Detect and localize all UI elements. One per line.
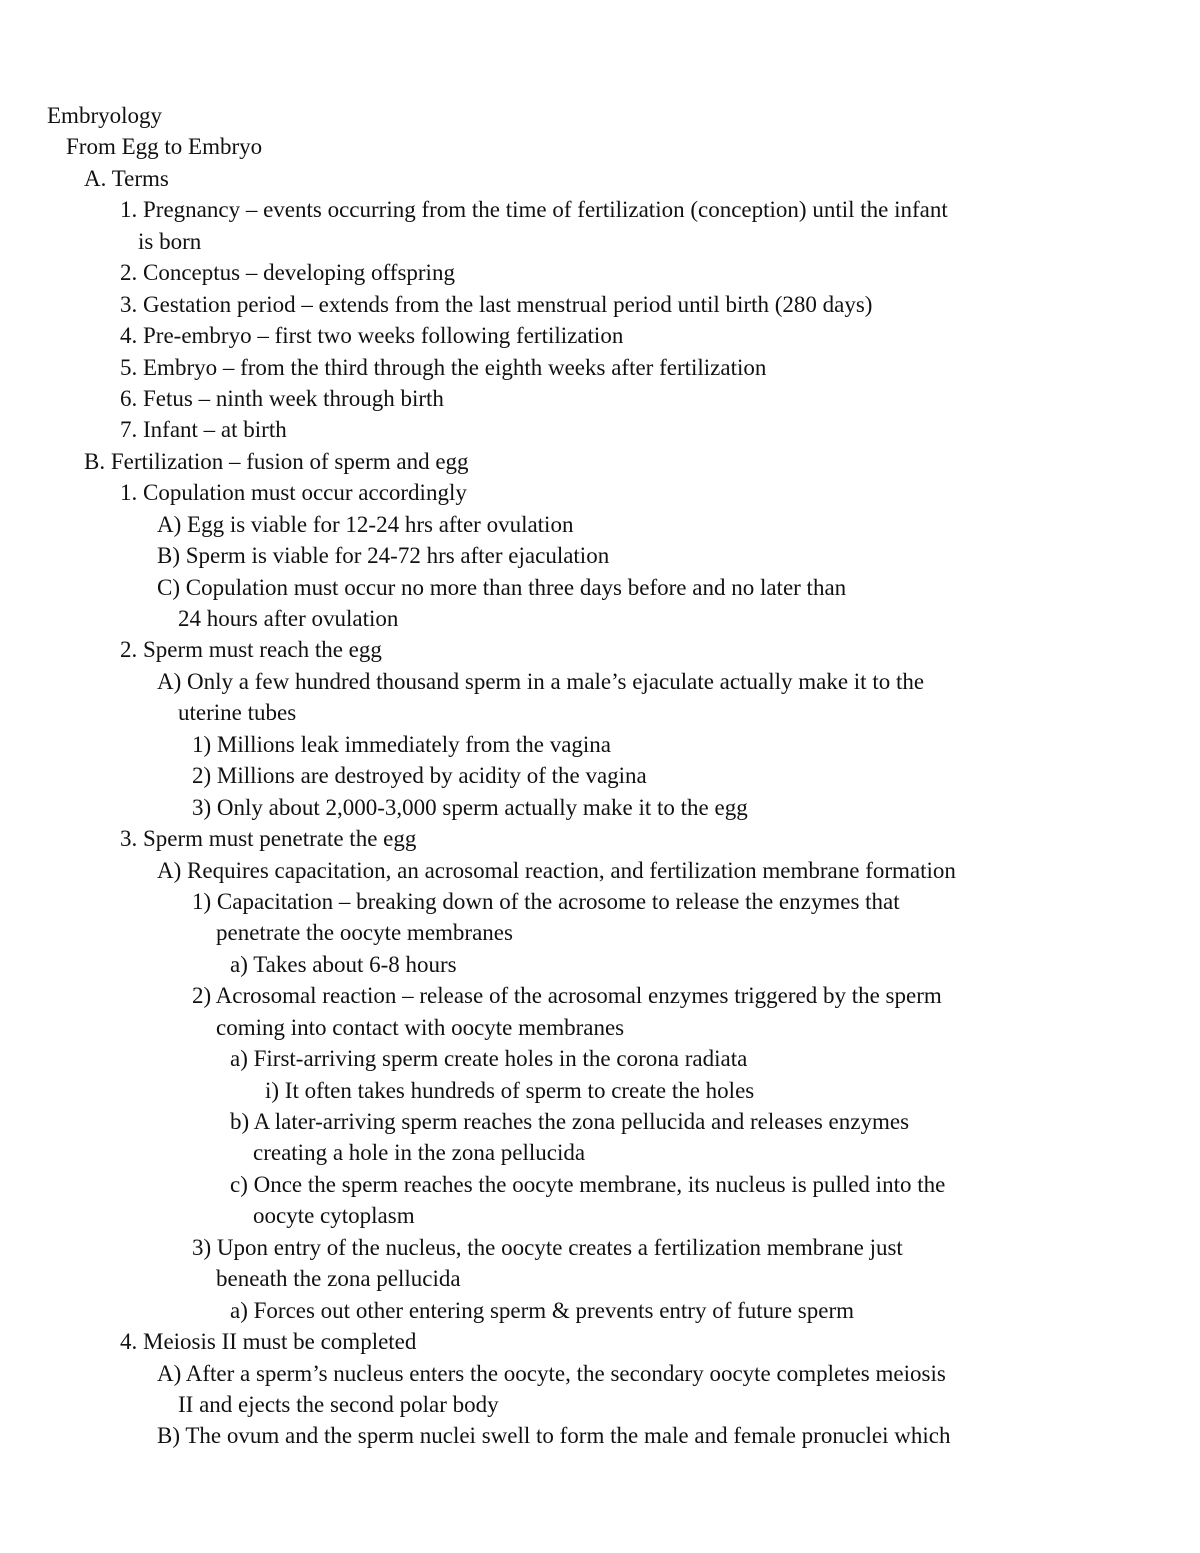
outline-line: A) Only a few hundred thousand sperm in a male’s ejaculate actually make it to the [157,668,925,694]
outline-line: A) Egg is viable for 12-24 hrs after ovulation [157,511,574,537]
outline-line: creating a hole in the zona pellucida [253,1140,586,1166]
outline-line: 3. Sperm must penetrate the egg [120,826,417,852]
outline-line: 3. Gestation period – extends from the last menstrual period until birth (280 days) [120,291,873,317]
outline-line: 5. Embryo – from the third through the eighth weeks after fertilization [120,354,767,380]
outline-line: b) A later-arriving sperm reaches the zona pellucida and releases enzymes [230,1109,910,1134]
outline-line: A) Requires capacitation, an acrosomal reaction, and fertilization membrane formation [157,857,956,883]
outline-line: is born [138,228,202,254]
outline-line: 4. Meiosis II must be completed [120,1329,417,1355]
outline-line: 1) Millions leak immediately from the vagina [192,731,612,757]
outline-line: beneath the zona pellucida [216,1266,461,1292]
section-heading: From Egg to Embryo [66,134,263,160]
outline-line: i) It often takes hundreds of sperm to create the holes [265,1077,755,1103]
outline-line: 6. Fetus – ninth week through birth [120,385,444,411]
outline-line: coming into contact with oocyte membranes [216,1014,625,1040]
outline-line: penetrate the oocyte membranes [216,920,513,946]
outline-line: 2. Sperm must reach the egg [120,637,382,663]
outline-line: 24 hours after ovulation [178,606,399,631]
outline-line: oocyte cytoplasm [253,1203,415,1229]
outline-line: a) Forces out other entering sperm & prevents entry of future sperm [230,1297,854,1323]
outline-line: 1) Capacitation – breaking down of the acrosome to release the enzymes that [192,888,900,914]
outline-line: B) The ovum and the sperm nuclei swell to form the male and female pronuclei which [157,1423,951,1449]
outline-line: 1. Copulation must occur accordingly [120,480,467,506]
outline-content [47,100,1157,1452]
document-title: Embryology [47,103,162,128]
outline-line: 2) Millions are destroyed by acidity of the vagina [192,763,647,789]
outline-line: 2) Acrosomal reaction – release of the acrosomal enzymes triggered by the sperm [192,983,942,1009]
outline-line: 1. Pregnancy – events occurring from the time of fertilization (conception) until the infant [120,197,948,223]
outline-line: c) Once the sperm reaches the oocyte membrane, its nucleus is pulled into the [230,1171,946,1197]
outline-line: 3) Only about 2,000-3,000 sperm actually make it to the egg [192,794,748,820]
outline-line: A) After a sperm’s nucleus enters the oocyte, the secondary oocyte completes meiosis [157,1360,946,1386]
outline-line: C) Copulation must occur no more than three days before and no later than [157,574,847,600]
outline-line: 3) Upon entry of the nucleus, the oocyte creates a fertilization membrane just [192,1234,903,1260]
outline-line: a) First-arriving sperm create holes in the corona radiata [230,1046,748,1072]
outline-line: a) Takes about 6-8 hours [230,951,457,977]
outline-line: 2. Conceptus – developing offspring [120,260,455,286]
outline-line: 7. Infant – at birth [120,417,287,443]
outline-line: uterine tubes [178,700,297,726]
outline-line: B) Sperm is viable for 24-72 hrs after ejaculation [157,543,610,569]
outline-line: II and ejects the second polar body [178,1391,499,1417]
outline-line: 4. Pre-embryo – first two weeks following fertilization [120,323,624,349]
outline-line: B. Fertilization – fusion of sperm and egg [84,448,469,474]
outline-line: A. Terms [84,165,169,191]
